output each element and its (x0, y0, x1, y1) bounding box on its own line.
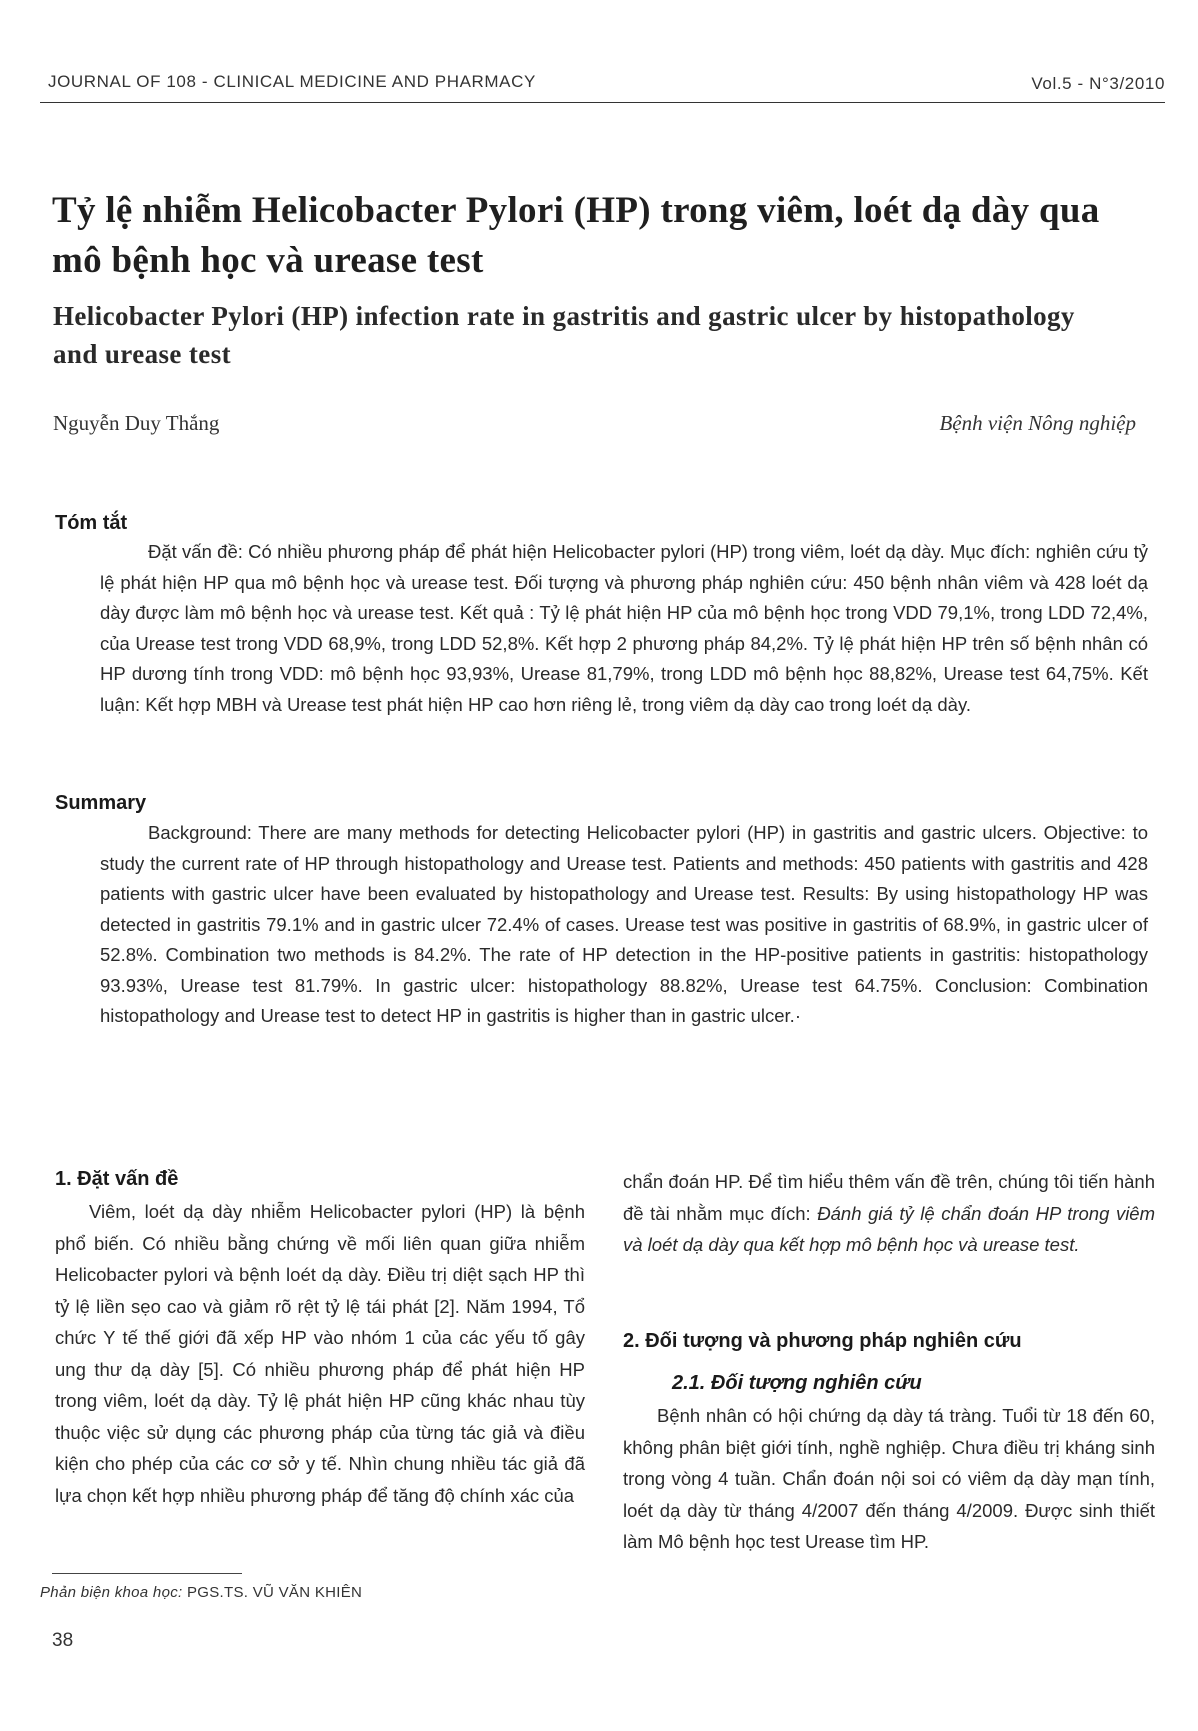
section-2-heading: 2. Đối tượng và phương pháp nghiên cứu (623, 1330, 1022, 1352)
author-name: Nguyễn Duy Thắng (53, 411, 220, 435)
study-aim: Đánh giá tỷ lệ chẩn đoán HP trong viêm và loét dạ dày qua kết hợp mô bệnh học và urease test. (623, 1202, 1155, 1255)
footnote-label: Phản biện khoa học: (40, 1584, 183, 1601)
author-affiliation: Bệnh viện Nông nghiệp (939, 411, 1136, 435)
abstract-en-heading: Summary (55, 792, 147, 814)
section-2-1-body: Bệnh nhân có hội chứng dạ dày tá tràng. Tuổi từ 18 đến 60, không phân biệt giới tính, nghề nghiệp. Chưa điều trị kháng sinh trong vòng 4 tuần. Chẩn đoán nội soi có viêm dạ dày mạn tính, loét dạ dày từ tháng 4/2007 đến tháng 4/2009. Được sinh thiết làm Mô bệnh học test Urease tìm HP. (623, 1405, 1155, 1552)
abstract-vi-text (100, 537, 1148, 720)
footnote-reviewer: PGS.TS. VŨ VĂN KHIÊN (186, 1584, 363, 1601)
page-number: 38 (52, 1630, 74, 1651)
abstract-vi-heading: Tóm tắt (55, 512, 128, 534)
section-1-cont-text: chẩn đoán HP. Để tìm hiểu thêm vấn đề trên, chúng tôi tiến hành đề tài nhằm mục đích: (623, 1171, 1155, 1224)
article-title-en: Helicobacter Pylori (HP) infection rate in gastritis and gastric ulcer by histopathology and urease test (53, 301, 1075, 369)
abstract-vi-body: Đặt vấn đề: Có nhiều phương pháp để phát hiện Helicobacter pylori (HP) trong viêm, loét dạ dày. Mục đích: nghiên cứu tỷ lệ phát hiện HP qua mô bệnh học và urease test. Đối tượng và phương pháp nghiên cứu: 450 bệnh nhân viêm và 428 loét dạ dày được làm mô bệnh học và urease test. Kết quả : Tỷ lệ phát hiện HP của mô bệnh học trong VDD 79,1%, trong LDD 72,4%, của Urease test trong VDD 68,9%, trong LDD 52,8%. Kết hợp 2 phương pháp 84,2%. Tỷ lệ phát hiện HP trên số bệnh nhân có HP dương tính trong VDD: mô bệnh học 93,93%, Urease 81,79%, trong LDD mô bệnh học 88,82%, Urease test 64,75%. Kết luận: Kết hợp MBH và Urease test phát hiện HP cao hơn riêng lẻ, trong viêm dạ dày cao trong loét dạ dày. (100, 541, 1148, 715)
section-2-1-text (623, 1400, 1155, 1558)
section-1-body: Viêm, loét dạ dày nhiễm Helicobacter pylori (HP) là bệnh phổ biến. Có nhiều bằng chứng về mối liên quan giữa nhiễm Helicobacter pylori và bệnh loét dạ dày. Điều trị diệt sạch HP thì tỷ lệ liền sẹo cao và giảm rõ rệt tỷ lệ tái phát [2]. Năm 1994, Tổ chức Y tế thế giới đã xếp HP vào nhóm 1 của các yếu tố gây ung thư dạ dày [5]. Có nhiều phương pháp để phát hiện HP trong viêm, loét dạ dày. Tỷ lệ phát hiện HP cũng khác nhau tùy thuộc việc sử dụng các phương pháp của từng tác giả và điều kiện cho phép của các cơ sở y tế. Nhìn chung nhiều tác giả đã lựa chọn kết hợp nhiều phương pháp để tăng độ chính xác của (55, 1201, 585, 1506)
running-header (40, 72, 1165, 103)
section-1-text (55, 1196, 585, 1511)
section-1-heading: 1. Đặt vấn đề (55, 1168, 179, 1190)
section-2-1-heading: 2.1. Đối tượng nghiên cứu (672, 1372, 922, 1394)
footnote (40, 1584, 362, 1601)
abstract-en-text (100, 818, 1148, 1032)
footnote-rule (52, 1573, 242, 1574)
section-1-continued (623, 1166, 1155, 1261)
journal-name: JOURNAL OF 108 - CLINICAL MEDICINE AND PHARMACY (48, 72, 536, 91)
abstract-en-body: Background: There are many methods for detecting Helicobacter pylori (HP) in gastritis and gastric ulcers. Objective: to study the current rate of HP through histopathology and Urease test. Patients and methods: 450 patients with gastritis and 428 patients with gastric ulcer have been evaluated by histopathology and Urease test. Results: By using histopathology HP was detected in gastritis 79.1% and in gastric ulcer 72.4% of cases. Urease test was positive in gastritis of 68.9%, in gastric ulcer of 52.8%. Combination two methods is 84.2%. The rate of HP detection in the HP-positive patients in gastritis: histopathology 93.93%, Urease test 81.79%. In gastric ulcer: histopathology 88.82%, Urease test 64.75%. Conclusion: Combination histopathology and Urease test to detect HP in gastritis is higher than in gastric ulcer.· (100, 822, 1148, 1026)
article-title-vi: Tỷ lệ nhiễm Helicobacter Pylori (HP) trong viêm, loét dạ dày qua mô bệnh học và urease test (52, 190, 1100, 281)
volume-issue: Vol.5 - N°3/2010 (1031, 74, 1165, 93)
